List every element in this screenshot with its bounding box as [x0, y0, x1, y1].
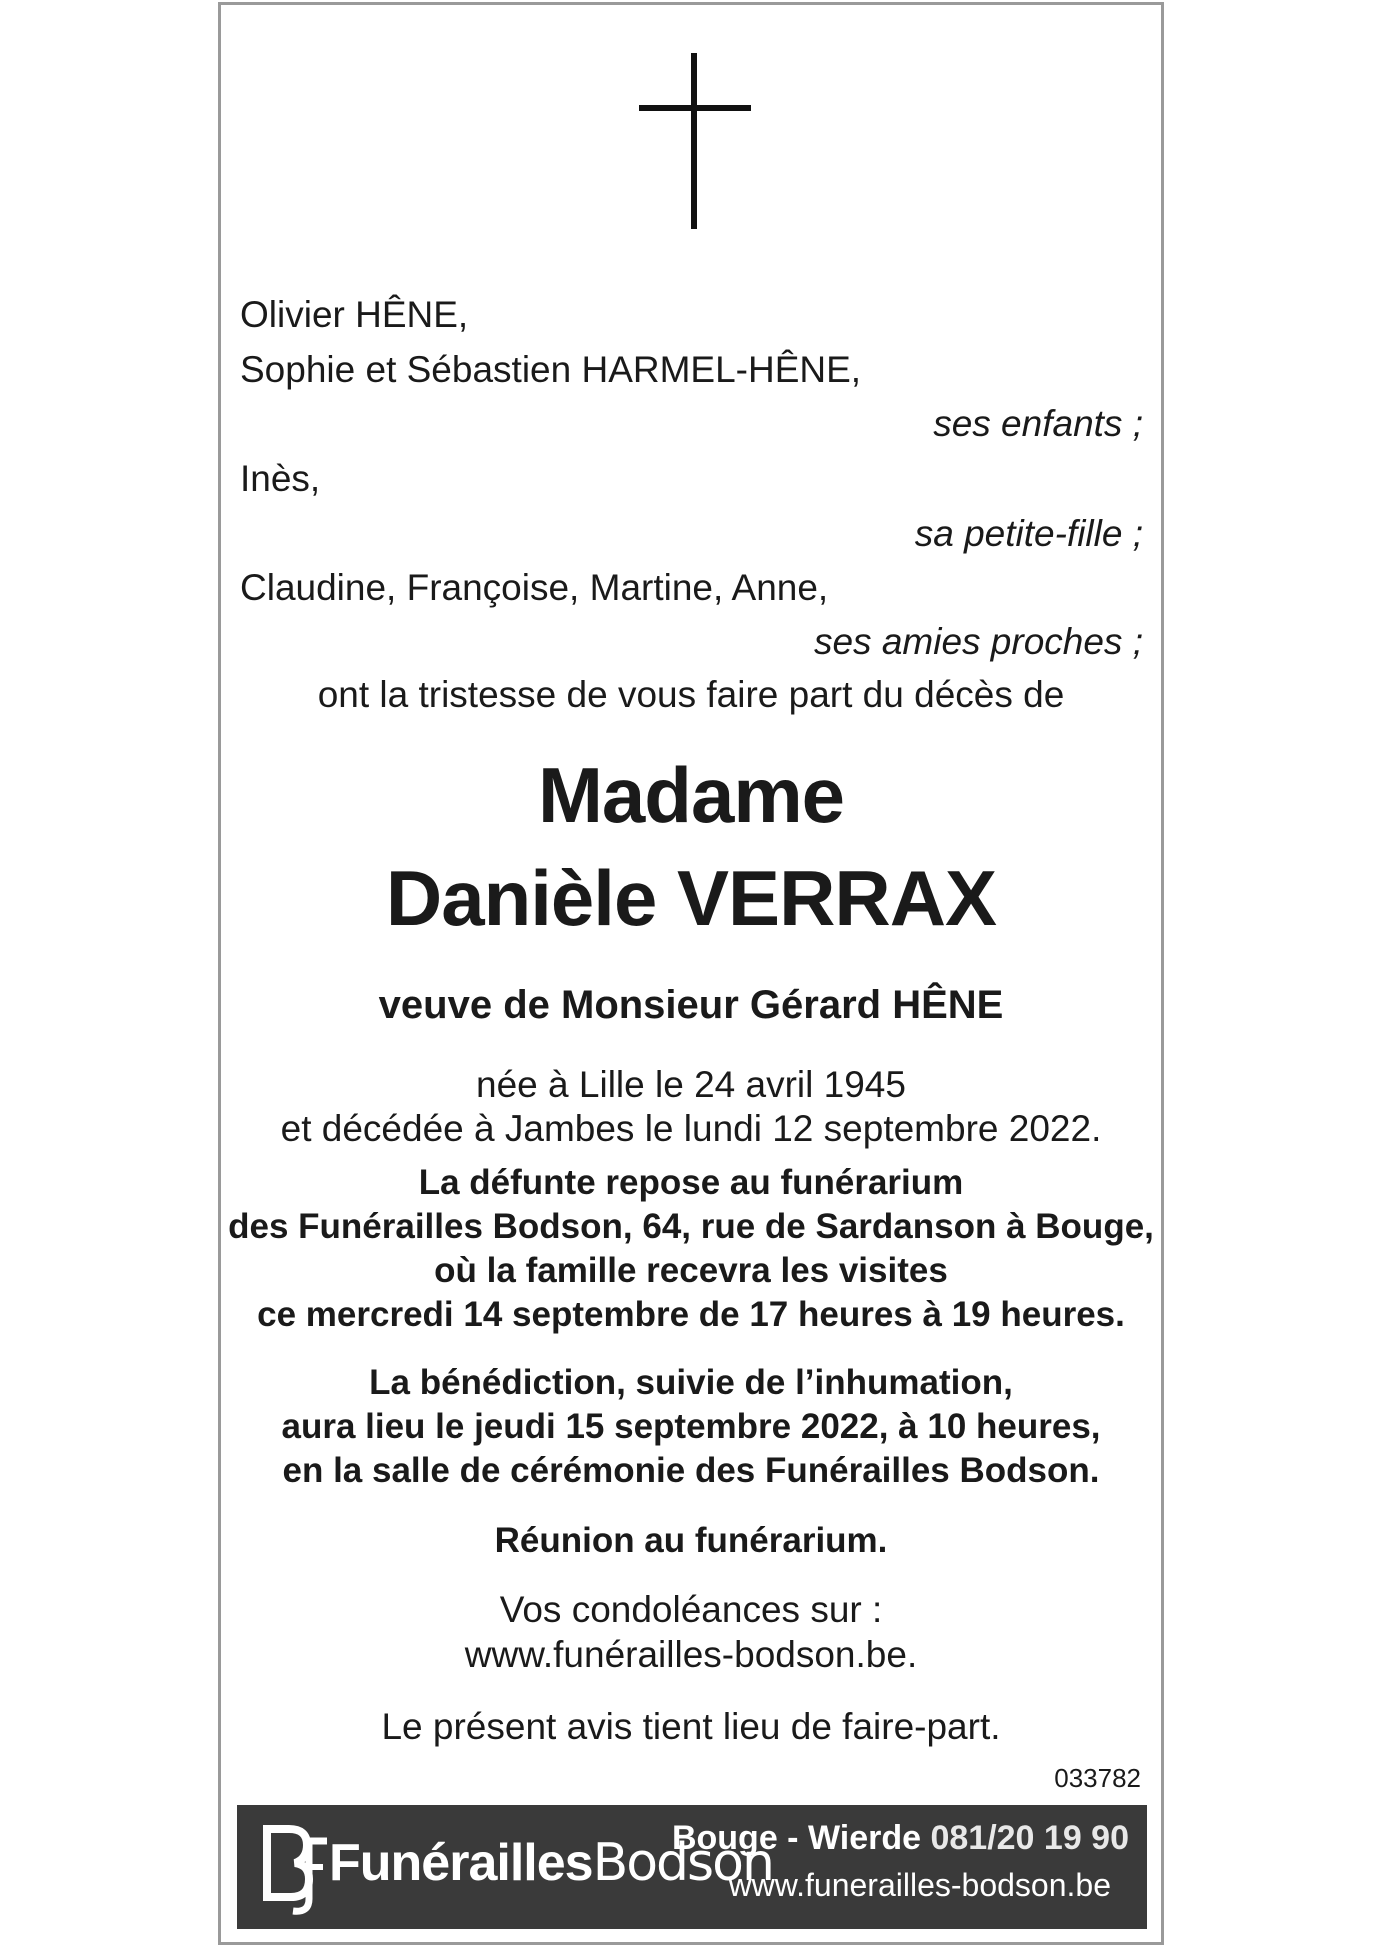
- condolences-link[interactable]: www.funérailles-bodson.be.: [464, 1634, 918, 1675]
- death-text: et décédée à Jambes le lundi 12 septembre 2022.: [280, 1108, 1102, 1149]
- family-role-friends: ses amies proches ;: [813, 621, 1143, 662]
- family-line-4: Claudine, Françoise, Martine, Anne,: [240, 567, 829, 608]
- deceased-title: Madame: [537, 751, 845, 839]
- closing-text: Le présent avis tient lieu de faire-part.: [381, 1706, 1001, 1747]
- reference-number: 033782: [1054, 1763, 1141, 1793]
- visitation-line-2: des Funérailles Bodson, 64, rue de Sardanson à Bouge,: [228, 1207, 1154, 1246]
- ceremony-line-1: La bénédiction, suivie de l’inhumation,: [369, 1363, 1013, 1402]
- phone-number[interactable]: 081/20 19 90: [930, 1819, 1129, 1857]
- ceremony-line-3: en la salle de cérémonie des Funérailles Bodson.: [282, 1451, 1100, 1490]
- deceased-name: Danièle VERRAX: [385, 854, 997, 942]
- funeral-home-banner: [237, 1805, 1147, 1929]
- family-role-granddaughter: sa petite-fille ;: [914, 513, 1143, 554]
- bodson-logo-text: FunéraillesBodson: [329, 1833, 773, 1893]
- widow-of-text: veuve de Monsieur Gérard HÊNE: [378, 983, 1004, 1027]
- ceremony-line-2: aura lieu le jeudi 15 septembre 2022, à 10 heures,: [281, 1407, 1101, 1446]
- visitation-line-1: La défunte repose au funérarium: [418, 1163, 964, 1202]
- announcement-text: ont la tristesse de vous faire part du décès de: [317, 674, 1065, 715]
- reunion-text: Réunion au funérarium.: [494, 1521, 888, 1560]
- family-role-children: ses enfants ;: [933, 403, 1143, 444]
- website-link[interactable]: www.funerailles-bodson.be: [728, 1867, 1111, 1903]
- bodson-logo-icon: [257, 1819, 333, 1915]
- death-notice: [218, 2, 1164, 1945]
- family-line-3: Inès,: [240, 458, 321, 499]
- condolences-line-1: Vos condoléances sur :: [499, 1589, 883, 1630]
- family-line-2: Sophie et Sébastien HARMEL-HÊNE,: [240, 349, 862, 390]
- visitation-line-4: ce mercredi 14 septembre de 17 heures à 19 heures.: [257, 1295, 1125, 1334]
- family-line-1: Olivier HÊNE,: [240, 294, 469, 335]
- visitation-line-3: où la famille recevra les visites: [434, 1251, 948, 1290]
- birth-text: née à Lille le 24 avril 1945: [476, 1064, 906, 1105]
- location-phone: Bouge - Wierde 081/20 19 90: [671, 1819, 1129, 1857]
- cross-icon: [639, 53, 751, 229]
